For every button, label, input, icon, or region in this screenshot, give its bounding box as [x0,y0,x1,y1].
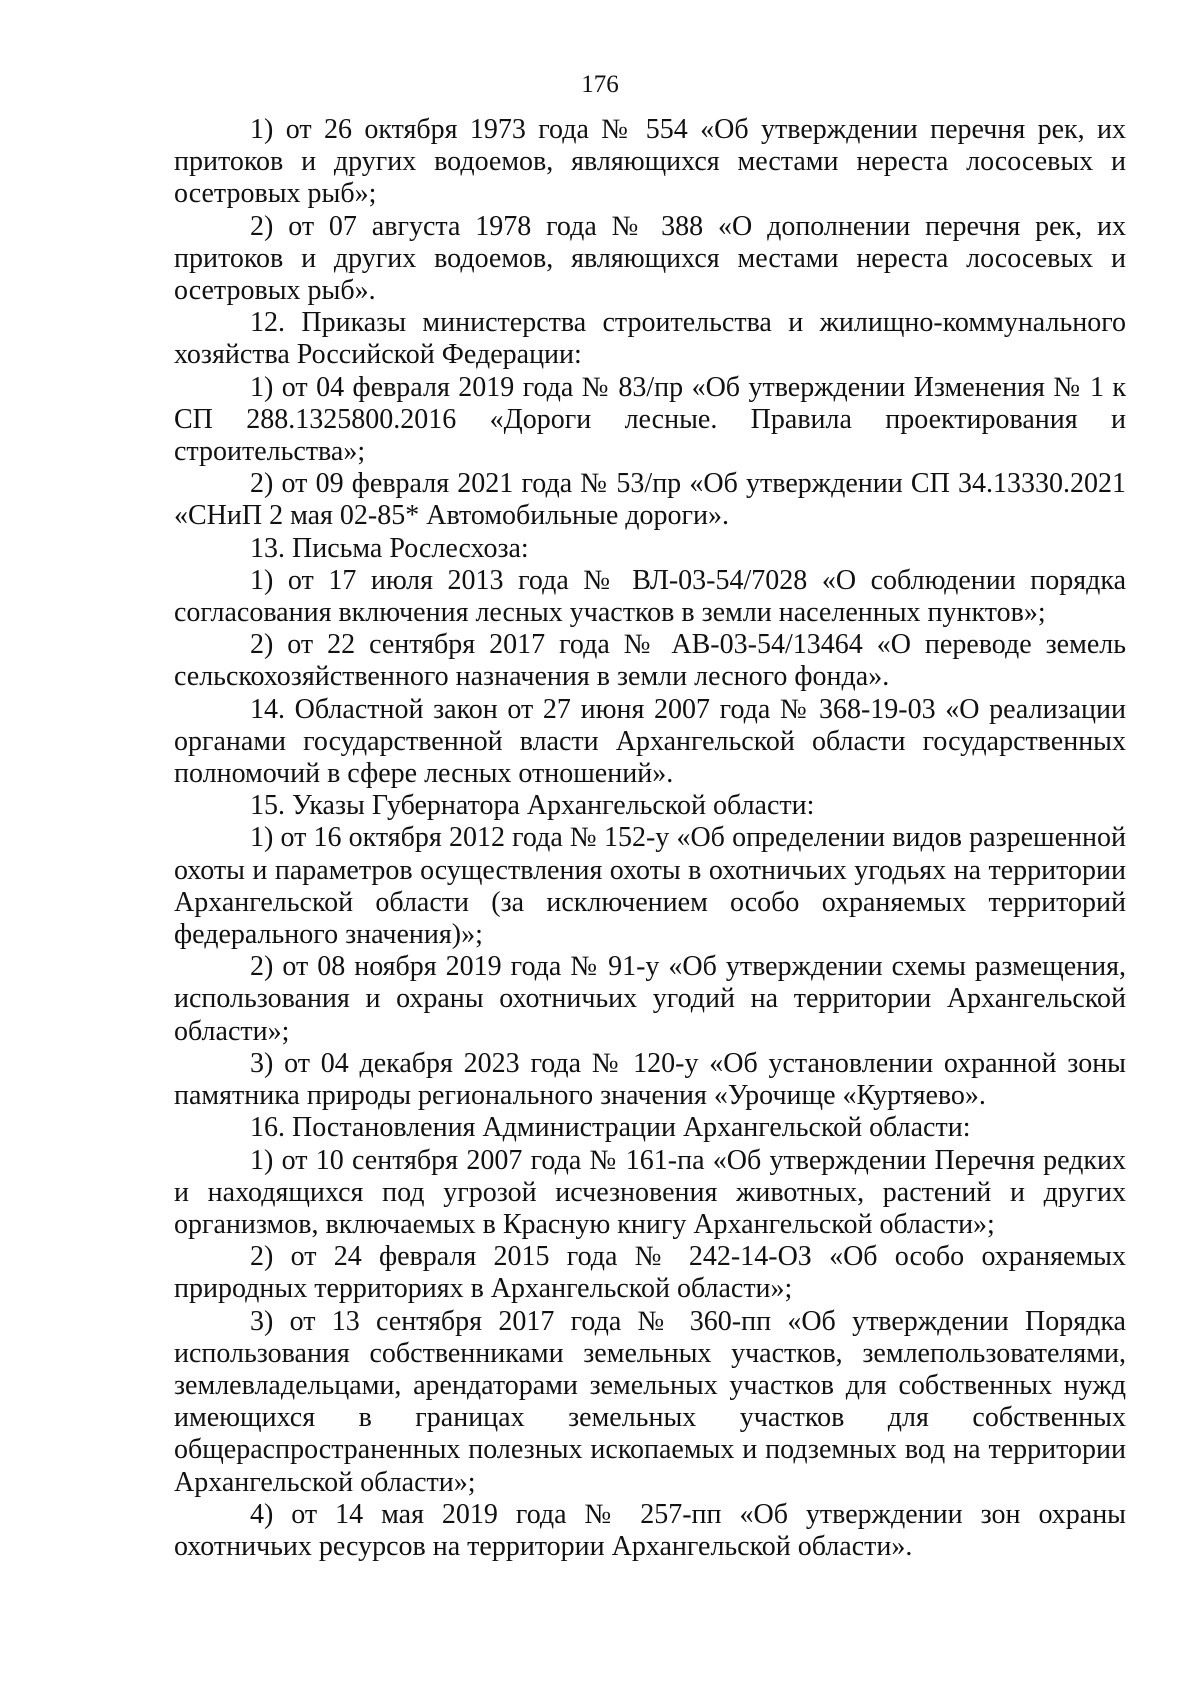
list-item: 2) от 07 августа 1978 года № 388 «О дополнении перечня рек, их притоков и других водоемов, являющихся местами нереста лососевых и осетровых рыб». [174,210,1126,307]
list-item: 1) от 04 февраля 2019 года № 83/пр «Об утверждении Изменения № 1 к СП 288.1325800.2016 «Дороги лесные. Правила проектирования и строительства»; [174,371,1126,468]
list-item: 2) от 22 сентября 2017 года № АВ-03-54/13464 «О переводе земель сельскохозяйственного назначения в земли лесного фонда». [174,629,1126,693]
list-item: 2) от 24 февраля 2015 года № 242-14-ОЗ «Об особо охраняемых природных территориях в Архангельской области»; [174,1241,1126,1305]
list-item: 1) от 17 июля 2013 года № ВЛ-03-54/7028 «О соблюдении порядка согласования включения лесных участков в земли населенных пунктов»; [174,564,1126,629]
list-item: 3) от 04 декабря 2023 года № 120-у «Об установлении охранной зоны памятника природы регионального значения «Урочище «Куртяево». [174,1047,1126,1112]
document-body [174,114,1126,1563]
page-number: 176 [581,71,619,98]
list-item: 1) от 26 октября 1973 года № 554 «Об утверждении перечня рек, их притоков и других водоемов, являющихся местами нереста лососевых и осетровых рыб»; [174,114,1126,210]
section-heading: 15. Указы Губернатора Архангельской области: [250,790,815,822]
section-heading: 12. Приказы министерства строительства и жилищно-коммунального хозяйства Российской Федерации: [174,307,1126,371]
section-heading: 14. Областной закон от 27 июня 2007 года № 368-19-03 «О реализации органами государственной власти Архангельской области государственных полномочий в сфере лесных отношений». [174,693,1126,790]
list-item: 3) от 13 сентября 2017 года № 360-пп «Об утверждении Порядка использования собственниками земельных участков, землепользователями, землевладельцами, арендаторами земельных участков для собственных нужд имеющихся в границах земельных участков для собственных общераспространенных полезных ископаемых и подземных вод на территории Архангельской области»; [174,1305,1126,1498]
section-heading: 16. Постановления Администрации Архангельской области: [250,1112,971,1144]
list-item: 2) от 09 февраля 2021 года № 53/пр «Об утверждении СП 34.13330.2021 «СНиП 2 мая 02-85* Автомобильные дороги». [174,468,1126,532]
list-item: 4) от 14 мая 2019 года № 257-пп «Об утверждении зон охраны охотничьих ресурсов на территории Архангельской области». [174,1498,1126,1562]
list-item: 2) от 08 ноября 2019 года № 91-у «Об утверждении схемы размещения, использования и охраны охотничьих угодий на территории Архангельской области»; [174,951,1126,1047]
section-heading: 13. Письма Рослесхоза: [250,532,529,564]
list-item: 1) от 10 сентября 2007 года № 161-па «Об утверждении Перечня редких и находящихся под угрозой исчезновения животных, растений и других организмов, включаемых в Красную книгу Архангельской области»; [174,1144,1126,1240]
list-item: 1) от 16 октября 2012 года № 152-у «Об определении видов разрешенной охоты и параметров осуществления охоты в охотничьих угодьях на территории Архангельской области (за исключением особо охраняемых территорий федерального значения)»; [174,822,1126,951]
